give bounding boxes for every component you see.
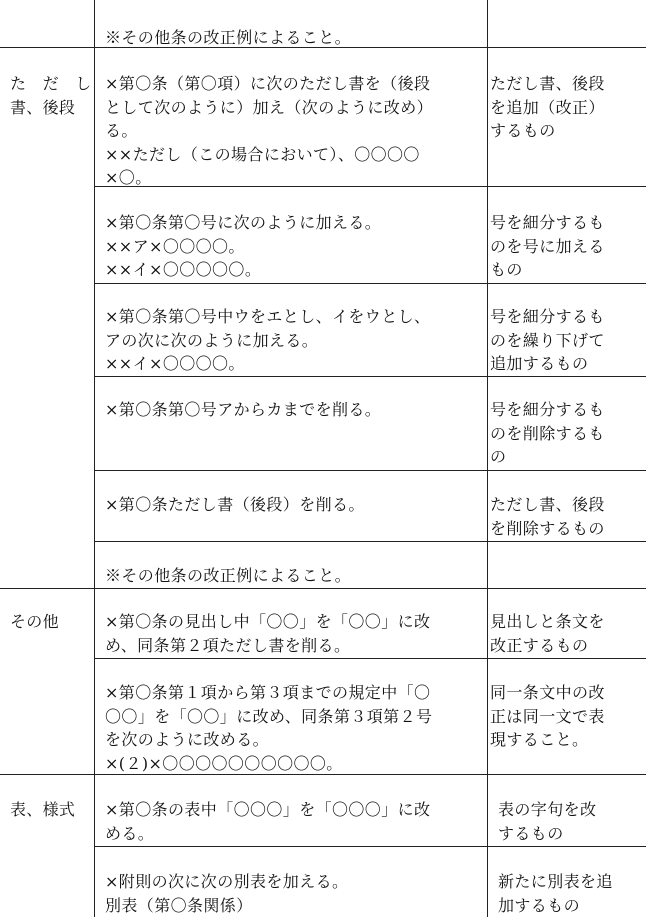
note-line: 正は同一文で表 xyxy=(490,706,605,726)
category-cell xyxy=(10,72,92,119)
content-line: ×第〇条第〇号アからカまでを削る。 xyxy=(105,400,382,419)
row-divider xyxy=(94,846,646,847)
content-line: ×附則の次に次の別表を加える。 xyxy=(105,872,349,891)
note-cell xyxy=(490,72,605,143)
content-cell xyxy=(105,305,430,376)
content-cell xyxy=(105,610,430,657)
content-line: ※その他条の改正例によること。 xyxy=(105,566,352,585)
note-line: 追加するもの xyxy=(490,354,589,373)
note-line: するもの xyxy=(498,823,564,843)
content-cell xyxy=(105,26,351,50)
content-cell xyxy=(105,870,348,917)
note-cell xyxy=(490,211,605,282)
category-cell xyxy=(10,610,59,634)
note-line: を削除するもの xyxy=(490,518,605,538)
row-divider xyxy=(94,541,646,542)
category-cell xyxy=(10,798,75,822)
row-divider xyxy=(94,658,646,659)
content-line: 〇〇」を「〇〇」に改め、同条第３項第２号 xyxy=(105,706,433,726)
content-line: ××ただし（この場合において）、〇〇〇〇 xyxy=(105,144,420,164)
content-line: ××イ×〇〇〇〇〇。 xyxy=(105,260,262,279)
note-line: 表の字句を改 xyxy=(498,800,597,819)
content-line: ×第〇条の見出し中「〇〇」を「〇〇」に改 xyxy=(105,612,431,631)
note-line: 見出しと条文を xyxy=(490,612,605,631)
note-line: 号を細分するも xyxy=(490,400,605,419)
content-line: ×第〇条第〇号に次のように加える。 xyxy=(105,213,382,232)
content-line: ×第〇条ただし書（後段）を削る。 xyxy=(105,495,365,514)
note-line: を追加（改正） xyxy=(490,97,605,117)
note-line: 号を細分するも xyxy=(490,213,605,232)
row-divider xyxy=(94,376,646,377)
note-line: もの xyxy=(490,260,523,279)
content-cell xyxy=(105,72,433,190)
content-cell xyxy=(105,798,430,845)
row-divider xyxy=(94,470,646,471)
content-cell xyxy=(105,398,381,422)
content-cell xyxy=(105,493,365,517)
note-line: の xyxy=(490,447,507,466)
note-line: のを号に加える xyxy=(490,236,605,256)
note-cell xyxy=(490,681,605,752)
content-line: として次のように）加え（次のように改め） xyxy=(105,97,434,117)
category-line: 表、様式 xyxy=(10,800,76,819)
content-line: ×〇。 xyxy=(105,168,152,187)
note-cell xyxy=(498,870,613,917)
content-line: める。 xyxy=(105,823,155,843)
note-cell xyxy=(498,798,596,845)
note-cell xyxy=(490,493,605,540)
content-line: ※その他条の改正例によること。 xyxy=(105,28,352,47)
note-line: ただし書、後段 xyxy=(490,495,605,514)
content-cell xyxy=(105,564,351,588)
content-line: ×第〇条（第〇項）に次のただし書を（後段 xyxy=(105,74,431,93)
content-line: ×第〇条の表中「〇〇〇」を「〇〇〇」に改 xyxy=(105,800,431,819)
content-line: 別表（第〇条関係） xyxy=(105,895,253,915)
note-line: 同一条文中の改 xyxy=(490,683,605,702)
content-line: を次のように改める。 xyxy=(105,730,270,749)
note-cell xyxy=(490,398,605,469)
column-divider-left xyxy=(94,0,95,917)
note-line: のを削除するも xyxy=(490,423,605,443)
content-line: め、同条第２項ただし書を削る。 xyxy=(105,635,351,655)
note-cell xyxy=(490,610,605,657)
note-line: するもの xyxy=(490,121,556,140)
row-divider xyxy=(94,283,646,284)
category-line: 書、後段 xyxy=(10,97,76,117)
note-line: 加するもの xyxy=(498,895,581,915)
note-line: 改正するもの xyxy=(490,635,589,655)
note-line: ただし書、後段 xyxy=(490,74,605,93)
note-line: のを繰り下げて xyxy=(490,330,605,350)
content-line: ××イ×〇〇〇〇。 xyxy=(105,354,245,373)
content-line: ××ア×〇〇〇〇。 xyxy=(105,236,245,256)
category-line: た だ し xyxy=(10,74,92,93)
note-line: 現すること。 xyxy=(490,730,589,749)
category-line: その他 xyxy=(10,612,59,631)
content-cell xyxy=(105,681,432,775)
note-line: 新たに別表を追 xyxy=(498,872,613,891)
note-line: 号を細分するも xyxy=(490,307,605,326)
column-divider-right xyxy=(487,0,488,917)
row-divider xyxy=(0,588,646,589)
content-cell xyxy=(105,211,381,282)
content-line: アの次に次のように加える。 xyxy=(105,330,319,350)
note-cell xyxy=(490,305,605,376)
content-line: る。 xyxy=(105,121,138,140)
content-line: ×第〇条第１項から第３項までの規定中「〇 xyxy=(105,683,431,702)
content-line: ×(２)×〇〇〇〇〇〇〇〇〇〇。 xyxy=(105,753,343,773)
content-line: ×第〇条第〇号中ウをエとし、イをウとし、 xyxy=(105,307,431,326)
